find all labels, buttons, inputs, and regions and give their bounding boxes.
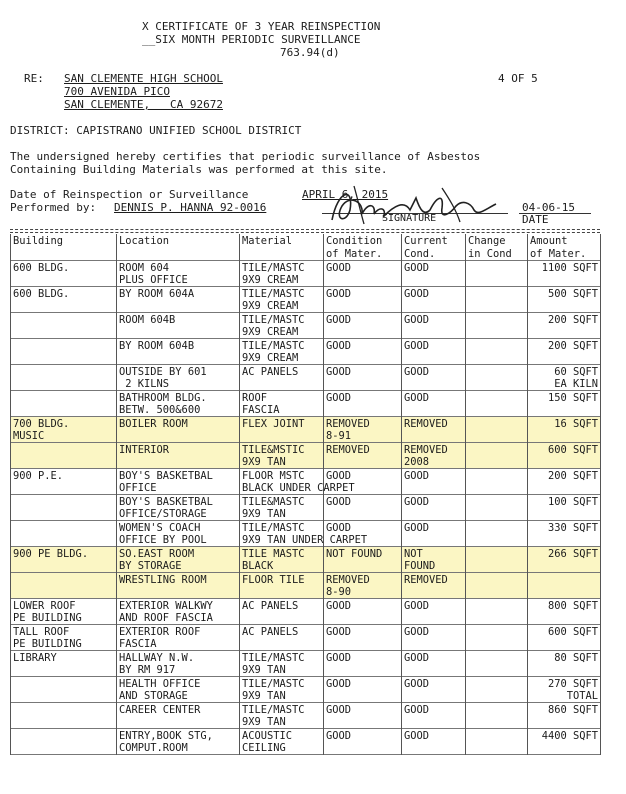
cell-location: EXTERIOR WALKWY AND ROOF FASCIA bbox=[117, 599, 240, 625]
table-row bbox=[11, 469, 601, 495]
cell-amount: 270 SQFT TOTAL bbox=[528, 677, 601, 703]
cell-condition: NOT FOUND bbox=[324, 547, 402, 573]
cell-condition: GOOD bbox=[324, 261, 402, 287]
table-row bbox=[11, 417, 601, 443]
header-material: Material bbox=[240, 234, 324, 261]
statement-line2: Containing Building Materials was performed at this site. bbox=[10, 163, 388, 176]
cell-material: FLOOR TILE bbox=[240, 573, 324, 599]
cell-material: TILE/MASTC 9X9 CREAM bbox=[240, 313, 324, 339]
cell-current-condition: GOOD bbox=[402, 599, 466, 625]
cell-current-condition: GOOD bbox=[402, 391, 466, 417]
cell-location: BOILER ROOM bbox=[117, 417, 240, 443]
cell-location: WOMEN'S COACH OFFICE BY POOL bbox=[117, 521, 240, 547]
signature-label: SIGNATURE bbox=[382, 213, 437, 224]
re-label: RE: bbox=[24, 72, 44, 85]
cell-condition: GOOD bbox=[324, 495, 402, 521]
cell-material: FLEX JOINT bbox=[240, 417, 324, 443]
cell-amount: 330 SQFT bbox=[528, 521, 601, 547]
cell-condition: GOOD bbox=[324, 703, 402, 729]
cell-location: BATHROOM BLDG. BETW. 500&600 bbox=[117, 391, 240, 417]
cell-material: TILE/MASTC 9X9 CREAM bbox=[240, 261, 324, 287]
cell-location: HEALTH OFFICE AND STORAGE bbox=[117, 677, 240, 703]
cell-location: WRESTLING ROOM bbox=[117, 573, 240, 599]
cell-current-condition: GOOD bbox=[402, 677, 466, 703]
cell-change-in-condition bbox=[466, 599, 528, 625]
cell-amount: 860 SQFT bbox=[528, 703, 601, 729]
cell-change-in-condition bbox=[466, 365, 528, 391]
cell-amount: 200 SQFT bbox=[528, 469, 601, 495]
cell-amount: 800 SQFT bbox=[528, 599, 601, 625]
cell-change-in-condition bbox=[466, 391, 528, 417]
cell-building: TALL ROOF PE BUILDING bbox=[11, 625, 117, 651]
cell-building bbox=[11, 703, 117, 729]
cell-condition: GOOD bbox=[324, 599, 402, 625]
cell-material: TILE/MASTC 9X9 TAN bbox=[240, 651, 324, 677]
cell-current-condition: GOOD bbox=[402, 339, 466, 365]
cell-condition: GOOD bbox=[324, 677, 402, 703]
table-row bbox=[11, 287, 601, 313]
cell-current-condition: GOOD bbox=[402, 625, 466, 651]
table-row bbox=[11, 703, 601, 729]
cell-change-in-condition bbox=[466, 313, 528, 339]
performed-by-value: DENNIS P. HANNA 92-0016 bbox=[114, 201, 267, 214]
certificate-title-line2: __SIX MONTH PERIODIC SURVEILLANCE bbox=[142, 33, 361, 46]
cell-location: HALLWAY N.W. BY RM 917 bbox=[117, 651, 240, 677]
cell-change-in-condition bbox=[466, 729, 528, 755]
cell-location: EXTERIOR ROOF FASCIA bbox=[117, 625, 240, 651]
cell-condition: GOOD bbox=[324, 729, 402, 755]
cell-current-condition: REMOVED bbox=[402, 573, 466, 599]
table-row bbox=[11, 365, 601, 391]
cell-building bbox=[11, 365, 117, 391]
cell-amount: 600 SQFT bbox=[528, 443, 601, 469]
cell-amount: 200 SQFT bbox=[528, 339, 601, 365]
cell-change-in-condition bbox=[466, 417, 528, 443]
signed-date: 04-06-15 bbox=[522, 201, 575, 214]
cell-change-in-condition bbox=[466, 573, 528, 599]
cell-condition: GOOD bbox=[324, 625, 402, 651]
cell-current-condition: GOOD bbox=[402, 313, 466, 339]
cell-building bbox=[11, 521, 117, 547]
cell-location: BY ROOM 604A bbox=[117, 287, 240, 313]
cell-current-condition: GOOD bbox=[402, 261, 466, 287]
cell-current-condition: NOT FOUND bbox=[402, 547, 466, 573]
page-number: 4 OF 5 bbox=[498, 72, 538, 85]
header-change-in-condition: Change in Cond bbox=[466, 234, 528, 261]
cell-building bbox=[11, 391, 117, 417]
cell-change-in-condition bbox=[466, 443, 528, 469]
cell-amount: 100 SQFT bbox=[528, 495, 601, 521]
cell-change-in-condition bbox=[466, 287, 528, 313]
cell-amount: 4400 SQFT bbox=[528, 729, 601, 755]
cell-building bbox=[11, 339, 117, 365]
reinspection-date-value: APRIL 6, 2015 bbox=[302, 188, 389, 201]
separator-line-top bbox=[10, 229, 600, 230]
certificate-title-line1: X CERTIFICATE OF 3 YEAR REINSPECTION bbox=[142, 20, 381, 33]
table-row bbox=[11, 729, 601, 755]
cell-material: TILE/MASTC 9X9 TAN UNDER CARPET bbox=[240, 521, 324, 547]
cell-location: OUTSIDE BY 601 2 KILNS bbox=[117, 365, 240, 391]
cell-amount: 16 SQFT bbox=[528, 417, 601, 443]
header-current-condition: Current Cond. bbox=[402, 234, 466, 261]
district-line: DISTRICT: CAPISTRANO UNIFIED SCHOOL DISTRICT bbox=[10, 124, 302, 137]
cell-material: TILE/MASTC 9X9 CREAM bbox=[240, 339, 324, 365]
cell-material: ACOUSTIC CEILING bbox=[240, 729, 324, 755]
cell-change-in-condition bbox=[466, 677, 528, 703]
cell-amount bbox=[528, 573, 601, 599]
cell-building: 700 BLDG. MUSIC bbox=[11, 417, 117, 443]
table-row bbox=[11, 495, 601, 521]
cell-condition: GOOD bbox=[324, 521, 402, 547]
cell-change-in-condition bbox=[466, 625, 528, 651]
cell-material: TILE MASTC BLACK bbox=[240, 547, 324, 573]
cell-current-condition: GOOD bbox=[402, 729, 466, 755]
cell-condition: GOOD bbox=[324, 651, 402, 677]
cell-material: ROOF FASCIA bbox=[240, 391, 324, 417]
cell-change-in-condition bbox=[466, 703, 528, 729]
cell-location: ROOM 604B bbox=[117, 313, 240, 339]
cell-change-in-condition bbox=[466, 469, 528, 495]
table-row bbox=[11, 651, 601, 677]
cell-location: ROOM 604 PLUS OFFICE bbox=[117, 261, 240, 287]
header-building: Building bbox=[11, 234, 117, 261]
cell-current-condition: GOOD bbox=[402, 495, 466, 521]
cell-location: SO.EAST ROOM BY STORAGE bbox=[117, 547, 240, 573]
cell-amount: 200 SQFT bbox=[528, 313, 601, 339]
cell-building: 900 P.E. bbox=[11, 469, 117, 495]
regulation-code: 763.94(d) bbox=[280, 46, 340, 59]
cell-condition: GOOD bbox=[324, 469, 402, 495]
cell-change-in-condition bbox=[466, 651, 528, 677]
cell-current-condition: GOOD bbox=[402, 521, 466, 547]
signed-date-label: DATE bbox=[522, 213, 549, 226]
cell-material: TILE/MASTC 9X9 CREAM bbox=[240, 287, 324, 313]
table-row bbox=[11, 443, 601, 469]
cell-condition: REMOVED 8-91 bbox=[324, 417, 402, 443]
cell-amount: 500 SQFT bbox=[528, 287, 601, 313]
cell-current-condition: GOOD bbox=[402, 365, 466, 391]
cell-location: INTERIOR bbox=[117, 443, 240, 469]
cell-material: TILE/MASTC 9X9 TAN bbox=[240, 677, 324, 703]
header-location: Location bbox=[117, 234, 240, 261]
performed-by-label: Performed by: bbox=[10, 201, 97, 214]
cell-current-condition: REMOVED bbox=[402, 417, 466, 443]
table-row bbox=[11, 313, 601, 339]
cell-building: 600 BLDG. bbox=[11, 261, 117, 287]
cell-building: 900 PE BLDG. bbox=[11, 547, 117, 573]
table-header-row bbox=[11, 234, 601, 261]
cell-building bbox=[11, 313, 117, 339]
cell-amount: 150 SQFT bbox=[528, 391, 601, 417]
cell-condition: GOOD bbox=[324, 391, 402, 417]
cell-amount: 1100 SQFT bbox=[528, 261, 601, 287]
cell-location: CAREER CENTER bbox=[117, 703, 240, 729]
cell-condition: GOOD bbox=[324, 339, 402, 365]
cell-material: AC PANELS bbox=[240, 599, 324, 625]
table-row bbox=[11, 391, 601, 417]
cell-change-in-condition bbox=[466, 339, 528, 365]
cell-condition: GOOD bbox=[324, 313, 402, 339]
cell-condition: GOOD bbox=[324, 365, 402, 391]
cell-amount: 60 SQFT EA KILN bbox=[528, 365, 601, 391]
cell-current-condition: REMOVED 2008 bbox=[402, 443, 466, 469]
table-row bbox=[11, 339, 601, 365]
cell-current-condition: GOOD bbox=[402, 469, 466, 495]
table-row bbox=[11, 261, 601, 287]
cell-location: BOY'S BASKETBAL OFFICE bbox=[117, 469, 240, 495]
signature-image bbox=[324, 180, 504, 228]
header-condition: Condition of Mater. bbox=[324, 234, 402, 261]
cell-material: AC PANELS bbox=[240, 365, 324, 391]
cell-building: LIBRARY bbox=[11, 651, 117, 677]
cell-building bbox=[11, 677, 117, 703]
cell-amount: 266 SQFT bbox=[528, 547, 601, 573]
cell-material: FLOOR MSTC BLACK UNDER CARPET bbox=[240, 469, 324, 495]
reinspection-date-label: Date of Reinspection or Surveillance bbox=[10, 188, 249, 201]
cell-condition: REMOVED 8-90 bbox=[324, 573, 402, 599]
cell-change-in-condition bbox=[466, 261, 528, 287]
cell-building: 600 BLDG. bbox=[11, 287, 117, 313]
cell-condition: REMOVED bbox=[324, 443, 402, 469]
cell-building bbox=[11, 729, 117, 755]
separator-line-bottom bbox=[10, 232, 600, 233]
cell-material: TILE/MASTC 9X9 TAN bbox=[240, 703, 324, 729]
cell-location: BY ROOM 604B bbox=[117, 339, 240, 365]
address-line2: 700 AVENIDA PICO bbox=[64, 85, 170, 98]
table-row bbox=[11, 547, 601, 573]
cell-current-condition: GOOD bbox=[402, 703, 466, 729]
cell-change-in-condition bbox=[466, 495, 528, 521]
cell-material: AC PANELS bbox=[240, 625, 324, 651]
table-row bbox=[11, 573, 601, 599]
statement-line1: The undersigned hereby certifies that periodic surveillance of Asbestos bbox=[10, 150, 481, 163]
cell-building bbox=[11, 495, 117, 521]
table-row bbox=[11, 521, 601, 547]
address-line3: SAN CLEMENTE, CA 92672 bbox=[64, 98, 223, 111]
cell-material: TILE&MASTC 9X9 TAN bbox=[240, 495, 324, 521]
table-row bbox=[11, 625, 601, 651]
table-row bbox=[11, 677, 601, 703]
address-line1: SAN CLEMENTE HIGH SCHOOL bbox=[64, 72, 223, 85]
asbestos-material-table bbox=[10, 234, 601, 755]
cell-building bbox=[11, 443, 117, 469]
header-amount: Amount of Mater. bbox=[528, 234, 601, 261]
cell-change-in-condition bbox=[466, 521, 528, 547]
cell-amount: 600 SQFT bbox=[528, 625, 601, 651]
cell-condition: GOOD bbox=[324, 287, 402, 313]
cell-location: BOY'S BASKETBAL OFFICE/STORAGE bbox=[117, 495, 240, 521]
cell-current-condition: GOOD bbox=[402, 651, 466, 677]
cell-current-condition: GOOD bbox=[402, 287, 466, 313]
cell-building bbox=[11, 573, 117, 599]
cell-material: TILE&MSTIC 9X9 TAN bbox=[240, 443, 324, 469]
cell-amount: 80 SQFT bbox=[528, 651, 601, 677]
cell-change-in-condition bbox=[466, 547, 528, 573]
cell-location: ENTRY,BOOK STG, COMPUT.ROOM bbox=[117, 729, 240, 755]
table-row bbox=[11, 599, 601, 625]
cell-building: LOWER ROOF PE BUILDING bbox=[11, 599, 117, 625]
